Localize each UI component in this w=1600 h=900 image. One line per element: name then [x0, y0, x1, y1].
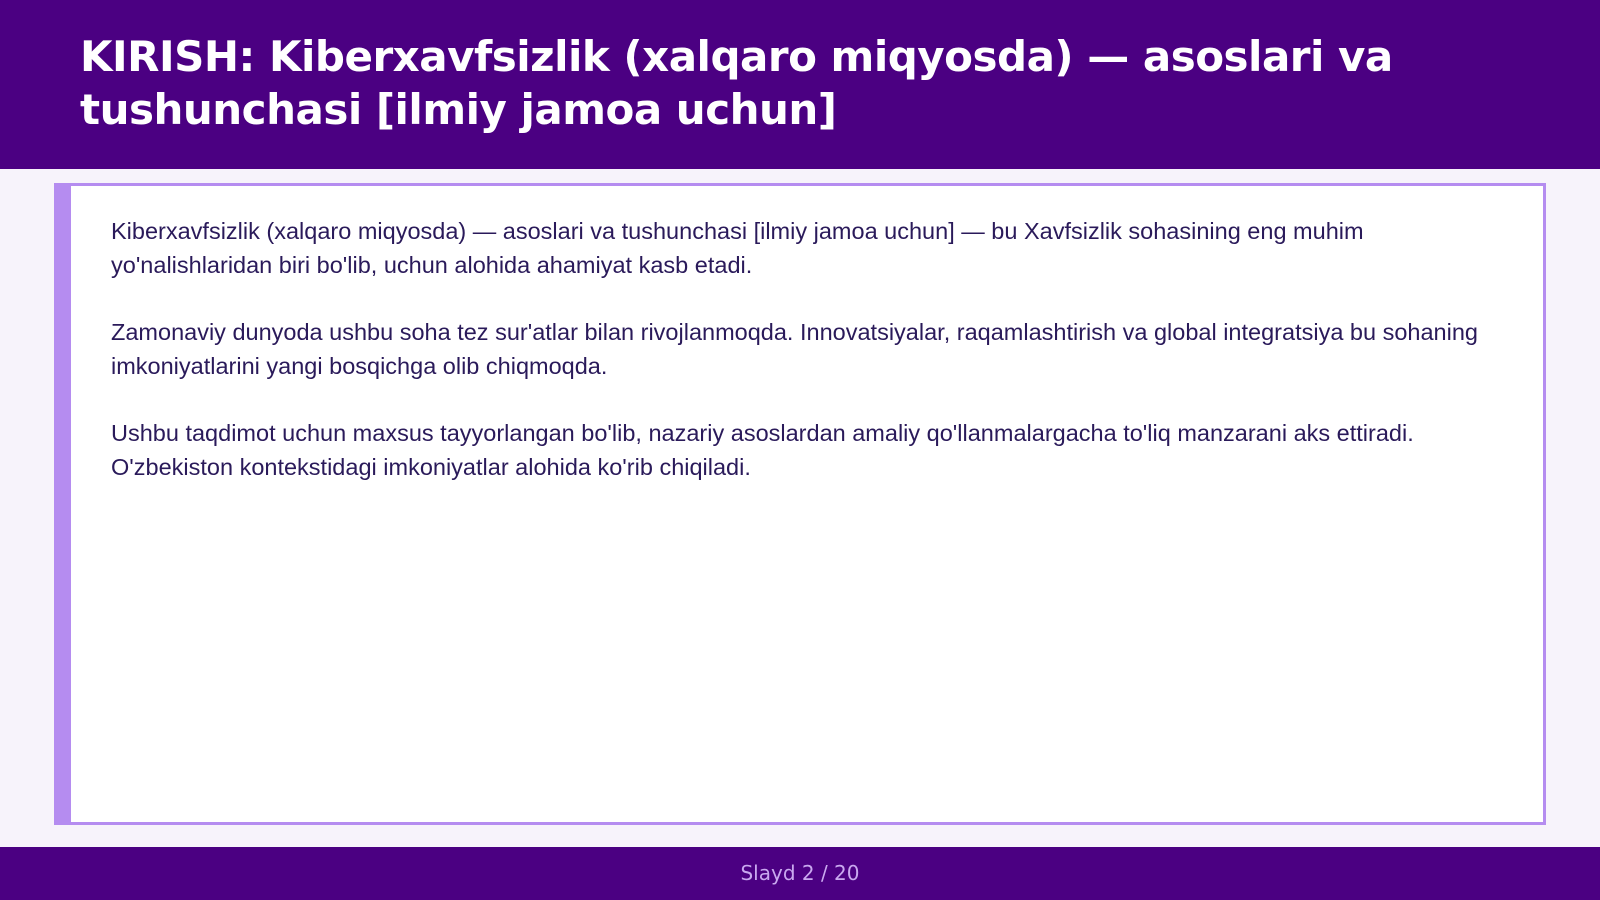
slide-counter: Slayd 2 / 20 — [740, 861, 860, 885]
slide-header — [0, 0, 1600, 169]
paragraph-presentation-scope: Ushbu taqdimot uchun maxsus tayyorlangan bo'lib, nazariy asoslardan amaliy qo'llanmalargacha to'liq manzarani aks ettiradi. O'zbekiston kontekstidagi imkoniyatlar alohida ko'rib chiqiladi. — [111, 420, 1414, 480]
slide-footer — [0, 847, 1600, 900]
content-panel — [54, 183, 1546, 825]
content-text — [111, 214, 1491, 517]
slide-title: KIRISH: Kiberxavfsizlik (xalqaro miqyosda) — asoslari va tushunchasi [ilmiy jamoa uchun] — [80, 32, 1393, 134]
paragraph-intro: Kiberxavfsizlik (xalqaro miqyosda) — asoslari va tushunchasi [ilmiy jamoa uchun] — bu Xavfsizlik sohasining eng muhim yo'nalishlaridan biri bo'lib, uchun alohida ahamiyat kasb etadi. — [111, 218, 1364, 278]
paragraph-modern-world: Zamonaviy dunyoda ushbu soha tez sur'atlar bilan rivojlanmoqda. Innovatsiyalar, raqamlashtirish va global integratsiya bu sohaning imkoniyatlarini yangi bosqichga olib chiqmoqda. — [111, 319, 1478, 379]
